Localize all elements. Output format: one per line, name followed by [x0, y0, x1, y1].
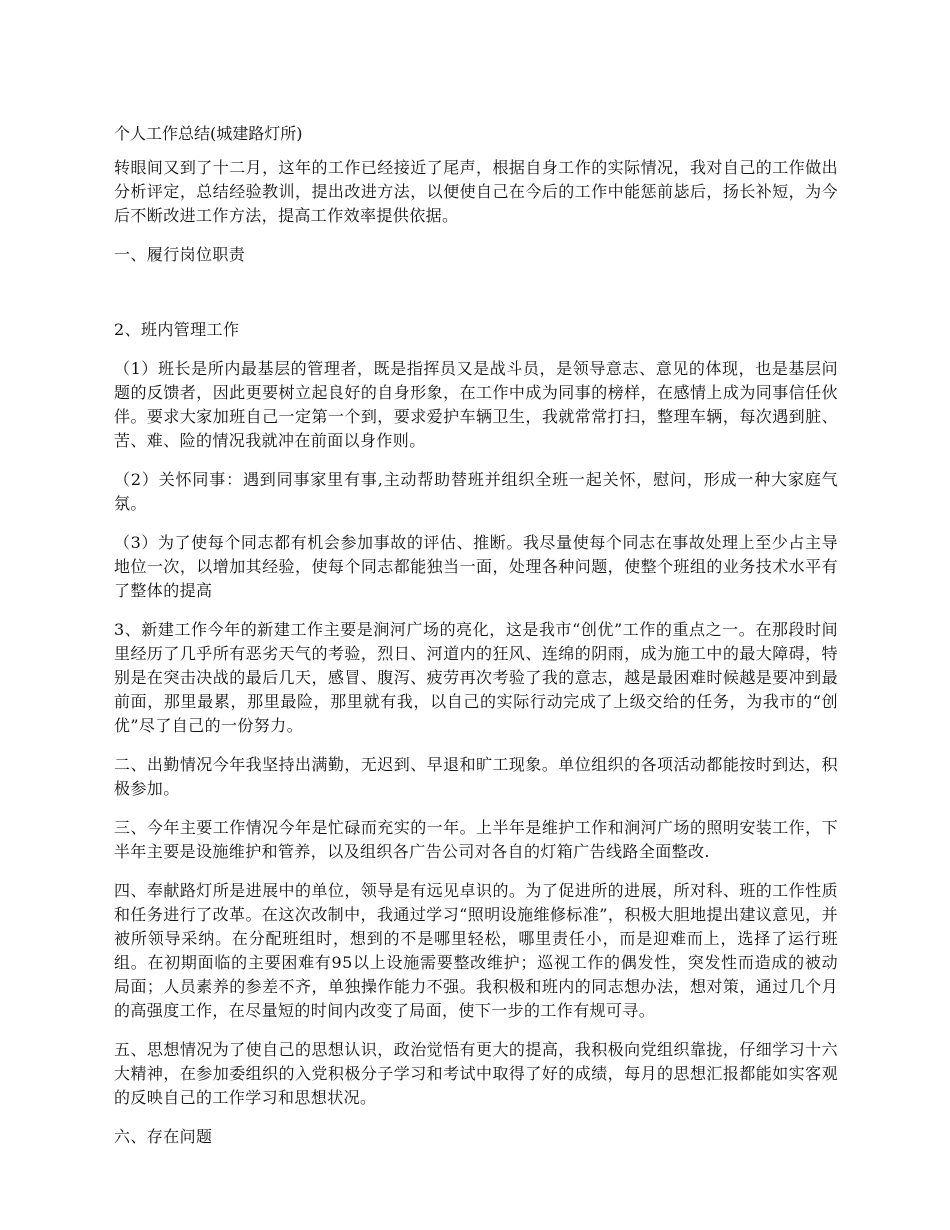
subsection-heading-team-management: 2、班内管理工作 — [114, 320, 240, 339]
document-title: 个人工作总结(城建路灯所) — [114, 124, 303, 143]
paragraph-accident-assessment: （3）为了使每个同志都有机会参加事故的评估、推断。我尽量使每个同志在事故处理上至少占主导地位一次，以增加其经验，使每个同志都能独当一面，处理各种问题，使整个班组的业务技术水平有了整体的提高 — [114, 533, 838, 600]
blank-gap — [114, 282, 838, 318]
paragraph-dedication: 四、奉献路灯所是进展中的单位，领导是有远见卓识的。为了促进所的进展，所对科、班的工作性质和任务进行了改革。在这次改制中，我通过学习“照明设施维修标准”，积极大胆地提出建议意见，并被所领导采纳。在分配班组时，想到的不是哪里轻松，哪里责任小，而是迎难而上，选择了运行班组。在初期面临的主要困难有95以上设施需要整改维护；巡视工作的偶发性，突发性而造成的被动局面；人员素养的参差不齐，单独操作能力不强。我积极和班内的同志想办法，想对策，通过几个月的高强度工作，在尽量短的时间内改变了局面，使下一步的工作有规可寻。 — [114, 881, 838, 1020]
paragraph-main-work: 三、今年主要工作情况今年是忙碌而充实的一年。上半年是维护工作和涧河广场的照明安装工作，下半年主要是设施维护和管养，以及组织各广告公司对各自的灯箱广告线路全面整改. — [114, 818, 838, 861]
section-heading-problems: 六、存在问题 — [114, 1127, 213, 1146]
paragraph-care-colleagues: （2）关怀同事：遇到同事家里有事,主动帮助替班并组织全班一起关怀，慰问，形成一种大家庭气氛。 — [114, 470, 838, 513]
section-heading-duties: 一、履行岗位职责 — [114, 245, 246, 264]
paragraph-team-leader: （1）班长是所内最基层的管理者，既是指挥员又是战斗员，是领导意志、意见的体现，也是基层问题的反馈者，因此更要树立起良好的自身形象，在工作中成为同事的榜样，在感情上成为同事信任伙伴。要求大家加班自己一定第一个到，要求爱护车辆卫生，我就常常打扫，整理车辆，每次遇到脏、苦、难、险的情况我就冲在前面以身作则。 — [114, 359, 838, 450]
paragraph-ideology: 五、思想情况为了使自己的思想认识，政治觉悟有更大的提高，我积极向党组织靠拢，仔细学习十六大精神，在参加委组织的入党积极分子学习和考试中取得了好的成绩，每月的思想汇报都能如实客观的反映自己的工作学习和思想状况。 — [114, 1040, 838, 1107]
paragraph-attendance: 二、出勤情况今年我坚持出满勤，无迟到、早退和旷工现象。单位组织的各项活动都能按时到达，积极参加。 — [114, 755, 838, 798]
intro-paragraph: 转眼间又到了十二月，这年的工作已经接近了尾声，根据自身工作的实际情况，我对自己的工作做出分析评定，总结经验教训，提出改进方法，以便使自己在今后的工作中能惩前毖后，扬长补短，为今后不断改进工作方法，提高工作效率提供依据。 — [114, 158, 838, 225]
document-body — [114, 122, 838, 1164]
paragraph-new-construction: 3、新建工作今年的新建工作主要是涧河广场的亮化，这是我市“创优”工作的重点之一。在那段时间里经历了几乎所有恶劣天气的考验，烈日、河道内的狂风、连绵的阴雨，成为施工中的最大障碍，特别是在突击决战的最后几天，感冒、腹泻、疲劳再次考验了我的意志，越是最困难时候越是要冲到最前面，那里最累，那里最险，那里就有我，以自己的实际行动完成了上级交给的任务，为我市的“创优”尽了自己的一份努力。 — [114, 620, 838, 735]
